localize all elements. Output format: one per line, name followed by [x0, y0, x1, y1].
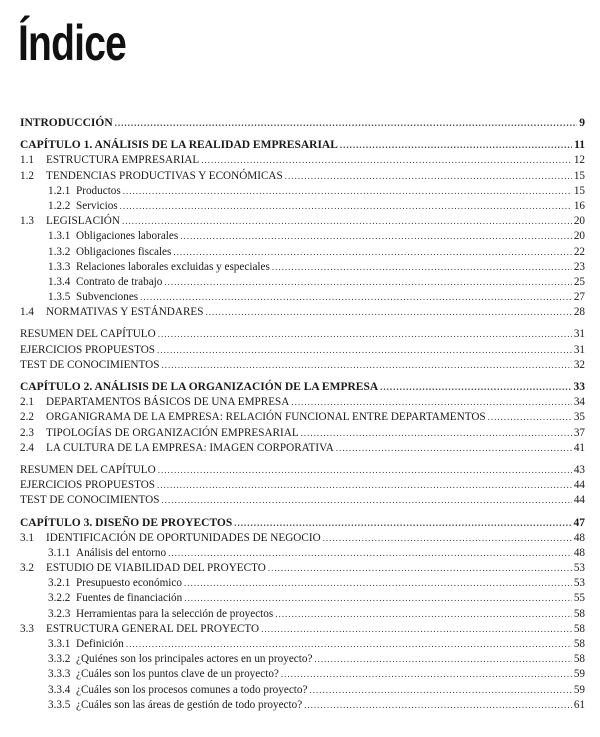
entry-number: 2.1	[20, 396, 34, 409]
dot-leader	[380, 380, 571, 395]
entry-number: 1.1	[20, 154, 34, 167]
entry-title: Relaciones laborales excluidas y especiales	[76, 260, 270, 273]
entry-page-number: 11	[574, 139, 585, 152]
toc-entry-sub[interactable]	[20, 683, 585, 698]
entry-title: Fuentes de financiación	[76, 592, 183, 605]
entry-page-number: 20	[573, 230, 585, 243]
dot-leader	[122, 214, 572, 229]
entry-number: 1.4	[20, 306, 34, 319]
toc-entry-sub[interactable]	[20, 184, 585, 199]
dot-leader	[168, 546, 572, 561]
entry-page-number: 20	[573, 215, 585, 228]
dot-leader	[120, 199, 572, 214]
entry-page-number: 43	[573, 463, 585, 476]
entry-page-number: 33	[573, 381, 585, 393]
entry-title: ESTRUCTURA EMPRESARIAL	[46, 154, 200, 167]
entry-page-number: 44	[573, 479, 585, 492]
entry-page-number: 35	[573, 411, 585, 424]
dot-leader	[201, 153, 572, 168]
toc-entry-section[interactable]	[20, 531, 585, 546]
entry-number: 3.2.1	[48, 577, 71, 590]
entry-title: Subvenciones	[76, 291, 139, 304]
entry-title: Contrato de trabajo	[76, 275, 163, 288]
toc-entry-sub[interactable]	[20, 245, 585, 260]
entry-number: 3.1	[20, 531, 34, 544]
entry-page-number: 48	[573, 546, 585, 559]
entry-number: 1.3.2	[48, 245, 71, 258]
toc-entry-chapter[interactable]	[20, 116, 585, 131]
dot-leader	[234, 516, 571, 531]
toc-entry-back[interactable]	[20, 463, 585, 478]
entry-number: 3.3.5	[48, 698, 71, 711]
page-title: Índice	[18, 15, 127, 71]
toc-entry-sub[interactable]	[20, 652, 585, 667]
entry-page-number: 41	[573, 441, 585, 454]
entry-title: Obligaciones fiscales	[76, 245, 172, 258]
entry-title: ORGANIGRAMA DE LA EMPRESA: RELACIÓN FUNCIONAL ENTRE DEPARTAMENTOS	[46, 411, 486, 424]
toc-entry-back[interactable]	[20, 493, 585, 508]
entry-number: 1.3.4	[48, 275, 71, 288]
entry-title: ESTUDIO DE VIABILIDAD DEL PROYECTO	[46, 562, 266, 575]
toc-entry-sub[interactable]	[20, 546, 585, 561]
dot-leader	[140, 290, 572, 305]
dot-leader	[285, 169, 572, 184]
dot-leader	[161, 493, 571, 508]
entry-page-number: 15	[573, 169, 585, 182]
toc-entry-chapter[interactable]	[20, 380, 585, 395]
entry-title: ¿Cuáles son los puntos clave de un proyecto?	[76, 668, 279, 681]
entry-title: Presupuesto económico	[76, 577, 182, 590]
entry-title: IDENTIFICACIÓN DE OPORTUNIDADES DE NEGOCIO	[46, 531, 321, 544]
toc-entry-section[interactable]	[20, 153, 585, 168]
toc-entry-back[interactable]	[20, 358, 585, 373]
dot-leader	[115, 116, 578, 131]
entry-number: 1.3.5	[48, 291, 71, 304]
dot-leader	[291, 395, 571, 410]
entry-number: 1.2	[20, 169, 34, 182]
entry-title: Análisis del entorno	[76, 546, 167, 559]
entry-number: 3.3	[20, 622, 34, 635]
dot-leader	[184, 576, 572, 591]
entry-page-number: 59	[573, 683, 585, 696]
toc-entry-section[interactable]	[20, 214, 585, 229]
entry-page-number: 28	[573, 306, 585, 319]
dot-leader	[158, 327, 572, 342]
dot-leader	[340, 138, 572, 153]
toc-entry-sub[interactable]	[20, 229, 585, 244]
entry-page-number: 31	[573, 343, 585, 356]
entry-page-number: 15	[573, 184, 585, 197]
dot-leader	[323, 531, 572, 546]
entry-number: 2.3	[20, 426, 34, 439]
dot-leader	[157, 478, 572, 493]
toc-entry-back[interactable]	[20, 343, 585, 358]
dot-leader	[309, 683, 571, 698]
toc-entry-section[interactable]	[20, 305, 585, 320]
dot-leader	[164, 275, 571, 290]
entry-page-number: 44	[573, 494, 585, 507]
toc-entry-sub[interactable]	[20, 667, 585, 682]
entry-page-number: 53	[573, 577, 585, 590]
dot-leader	[157, 343, 572, 358]
entry-page-number: 23	[573, 260, 585, 273]
dot-leader	[275, 607, 572, 622]
entry-number: 3.2.2	[48, 592, 71, 605]
entry-title: TEST DE CONOCIMIENTOS	[20, 494, 160, 507]
entry-number: 3.3.4	[48, 683, 71, 696]
dot-leader	[488, 410, 572, 425]
table-of-contents	[20, 116, 585, 713]
entry-page-number: 58	[573, 622, 585, 635]
dot-leader	[336, 441, 572, 456]
toc-entry-section[interactable]	[20, 426, 585, 441]
dot-leader	[281, 667, 572, 682]
toc-entry-sub[interactable]	[20, 199, 585, 214]
toc-entry-section[interactable]	[20, 169, 585, 184]
entry-title: ¿Cuáles son los procesos comunes a todo proyecto?	[76, 683, 308, 696]
entry-title: RESUMEN DEL CAPÍTULO	[20, 328, 156, 341]
entry-page-number: 48	[573, 531, 585, 544]
toc-entry-sub[interactable]	[20, 607, 585, 622]
entry-page-number: 58	[573, 607, 585, 620]
toc-entry-back[interactable]	[20, 478, 585, 493]
entry-title: Obligaciones laborales	[76, 230, 179, 243]
entry-page-number: 53	[573, 562, 585, 575]
entry-page-number: 31	[573, 328, 585, 341]
dot-leader	[161, 358, 571, 373]
entry-title: NORMATIVAS Y ESTÁNDARES	[46, 306, 204, 319]
entry-title: TENDENCIAS PRODUCTIVAS Y ECONÓMICAS	[46, 169, 283, 182]
entry-number: 1.3.1	[48, 230, 71, 243]
entry-number: 3.3.2	[48, 653, 71, 666]
entry-title: Definición	[76, 638, 124, 650]
toc-entry-chapter[interactable]	[20, 516, 585, 531]
dot-leader	[272, 260, 572, 275]
dot-leader	[261, 622, 572, 637]
entry-title: EJERCICIOS PROPUESTOS	[20, 343, 156, 356]
entry-title: CAPÍTULO 2. ANÁLISIS DE LA ORGANIZACIÓN DE LA EMPRESA	[20, 381, 379, 393]
dot-leader	[173, 245, 571, 260]
entry-number: 1.3	[20, 215, 34, 228]
toc-entry-section[interactable]	[20, 441, 585, 456]
entry-title: ¿Cuáles son las áreas de gestión de todo proyecto?	[76, 698, 303, 711]
dot-leader	[205, 305, 571, 320]
entry-title: INTRODUCCIÓN	[20, 117, 113, 129]
dot-leader	[314, 652, 571, 667]
entry-number: 2.4	[20, 441, 34, 454]
entry-number: 2.2	[20, 411, 34, 424]
toc-entry-sub[interactable]	[20, 698, 585, 713]
toc-entry-chapter[interactable]	[20, 138, 585, 153]
entry-number: 3.2	[20, 562, 34, 575]
entry-page-number: 9	[579, 117, 585, 129]
dot-leader	[180, 229, 572, 244]
entry-page-number: 22	[573, 245, 585, 258]
entry-title: CAPÍTULO 1. ANÁLISIS DE LA REALIDAD EMPRESARIAL	[20, 139, 338, 152]
dot-leader	[123, 184, 572, 199]
dot-leader	[304, 698, 572, 713]
entry-number: 3.3.3	[48, 668, 71, 681]
toc-entry-sub[interactable]	[20, 290, 585, 305]
toc-entry-section[interactable]	[20, 561, 585, 576]
entry-number: 3.1.1	[48, 546, 71, 559]
entry-title: Servicios	[76, 199, 118, 212]
entry-page-number: 61	[573, 698, 585, 711]
toc-entry-sub[interactable]	[20, 260, 585, 275]
entry-title: LA CULTURA DE LA EMPRESA: IMAGEN CORPORATIVA	[46, 441, 334, 454]
entry-page-number: 27	[573, 291, 585, 304]
entry-title: TIPOLOGÍAS DE ORGANIZACIÓN EMPRESARIAL	[46, 426, 299, 439]
entry-page-number: 37	[573, 426, 585, 439]
entry-page-number: 59	[573, 668, 585, 681]
dot-leader	[301, 426, 572, 441]
entry-title: LEGISLACIÓN	[46, 215, 120, 228]
entry-title: Productos	[76, 184, 121, 197]
toc-entry-section[interactable]	[20, 395, 585, 410]
entry-page-number: 47	[573, 516, 585, 529]
entry-page-number: 32	[573, 358, 585, 371]
dot-leader	[184, 591, 572, 606]
entry-title: ¿Quiénes son los principales actores en un proyecto?	[76, 653, 313, 666]
toc-entry-sub[interactable]	[20, 591, 585, 606]
toc-entry-back[interactable]	[20, 327, 585, 342]
entry-page-number: 58	[573, 653, 585, 666]
toc-entry-sub[interactable]	[20, 637, 585, 652]
entry-title: TEST DE CONOCIMIENTOS	[20, 358, 160, 371]
dot-leader	[158, 463, 572, 478]
entry-title: RESUMEN DEL CAPÍTULO	[20, 463, 156, 476]
entry-title: EJERCICIOS PROPUESTOS	[20, 479, 156, 492]
dot-leader	[126, 637, 572, 652]
entry-page-number: 16	[573, 199, 585, 212]
entry-number: 1.3.3	[48, 260, 71, 273]
entry-title: CAPÍTULO 3. DISEÑO DE PROYECTOS	[20, 516, 233, 529]
entry-title: ESTRUCTURA GENERAL DEL PROYECTO	[46, 622, 260, 635]
entry-number: 1.2.2	[48, 199, 71, 212]
dot-leader	[268, 561, 572, 576]
toc-entry-sub[interactable]	[20, 275, 585, 290]
entry-page-number: 55	[573, 592, 585, 605]
entry-title: Herramientas para la selección de proyectos	[76, 607, 274, 620]
entry-number: 3.3.1	[48, 638, 71, 650]
toc-entry-section[interactable]	[20, 622, 585, 637]
toc-entry-section[interactable]	[20, 410, 585, 425]
entry-page-number: 58	[573, 638, 585, 650]
entry-page-number: 25	[573, 275, 585, 288]
entry-title: DEPARTAMENTOS BÁSICOS DE UNA EMPRESA	[46, 396, 290, 409]
toc-entry-sub[interactable]	[20, 576, 585, 591]
entry-page-number: 34	[573, 396, 585, 409]
entry-page-number: 12	[573, 154, 585, 167]
entry-number: 1.2.1	[48, 184, 71, 197]
entry-number: 3.2.3	[48, 607, 71, 620]
